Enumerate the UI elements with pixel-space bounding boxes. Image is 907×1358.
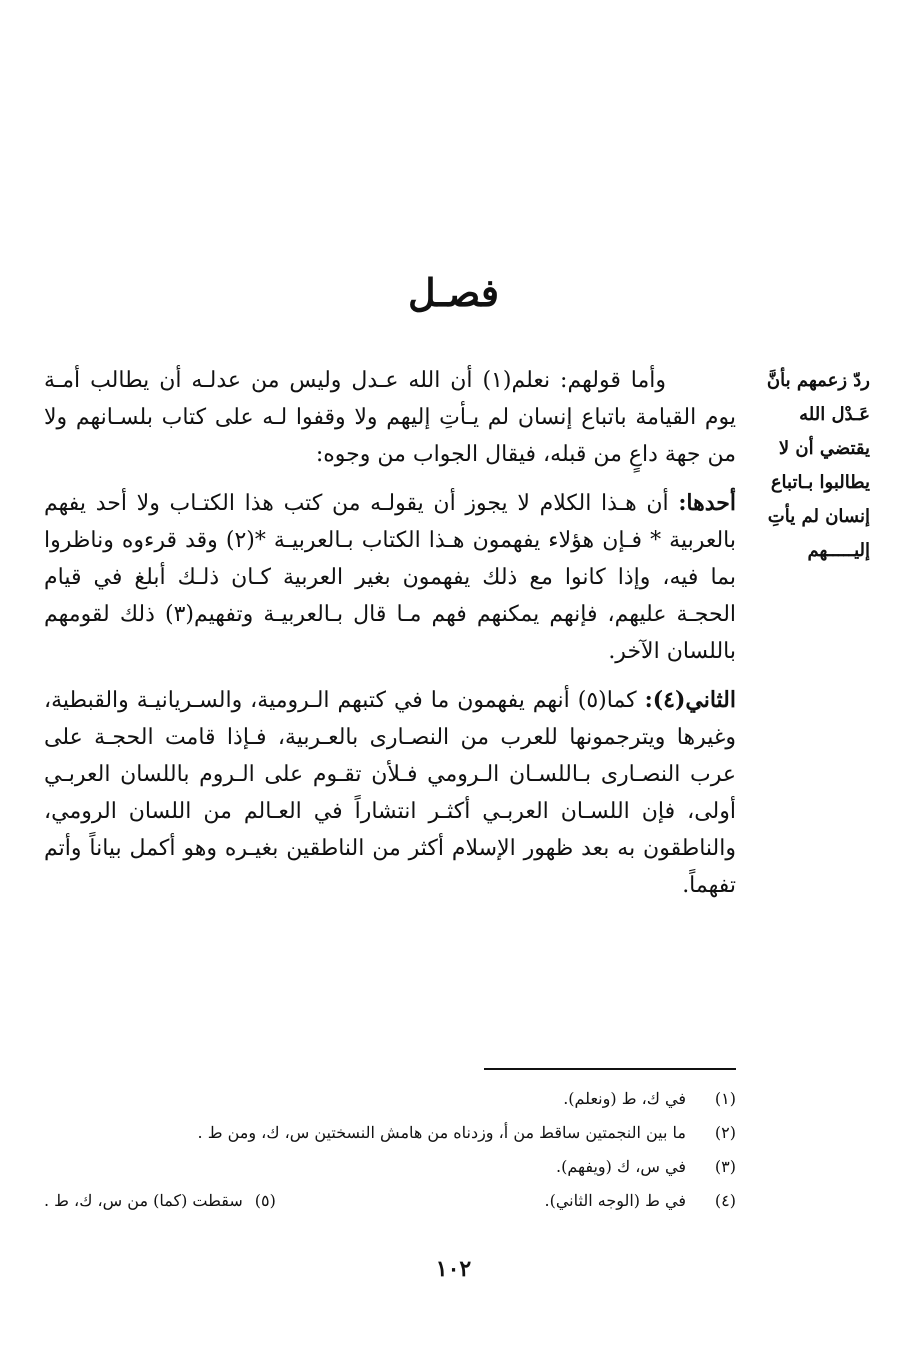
paragraph (44, 485, 736, 670)
margin-note-line: إنسان لم يأتِ (767, 506, 870, 527)
footnote-number: (٣) (714, 1157, 736, 1176)
paragraph-lead: الثاني(٤): (644, 687, 736, 713)
footnote-text: ما بين النجمتين ساقط من أ، وزدناه من هامش النسختين س، ك، ومن ط . (197, 1123, 686, 1142)
margin-note-line: ردّ زعمهم بأنَّ (766, 370, 870, 391)
footnote-text: في س، ك (ويفهم). (556, 1157, 686, 1176)
paragraph-text: كما(٥) أنهم يفهمون ما في كتبهم الـرومية، والسـريانيـة والقبطية، وغيرها ويترجمونها للعرب من النصـارى بالعـربية، فـإذا قامت الحجـة على عرب النصـارى بـاللسـان الـرومي فـلأن تقـوم على الـروم باللسان العربـي أولى، فإن اللسـان العربـي أكثـر انتشاراً في العـالم من اللسان الرومي، والناطقون به بعد ظهور الإسلام أكثر من الناطقين بغيـره وهو أكمل بياناً وأتم تفهماً. (44, 688, 736, 898)
footnote-text: في ط (الوجه الثاني). (544, 1191, 686, 1210)
paragraph-text: وأما قولهم: نعلم(١) أن الله عـدل وليس من عدلـه أن يطالب أمـة يوم القيامة باتباع إنسان لم يـأتِ إليهم ولا وقفوا لـه على كتاب بلسـانهم ولا من جهة داعٍ من قبله، فيقال الجواب من وجوه: (44, 368, 736, 467)
footnote-divider (484, 1068, 736, 1070)
margin-note-line: عَـدْل الله (799, 404, 870, 425)
page-number: ١٠٢ (435, 1256, 472, 1282)
margin-note (760, 364, 870, 568)
margin-note-line: يطالبوا بـاتباع (770, 472, 870, 493)
paragraph (44, 682, 736, 904)
footnote-text: في ك، ط (ونعلم). (563, 1089, 686, 1108)
footnote (44, 1150, 736, 1184)
footnote-number: (٥) (254, 1191, 276, 1210)
footnote-row (44, 1184, 736, 1218)
main-text (44, 362, 736, 916)
chapter-title: فصـل (407, 270, 500, 315)
footnote (545, 1184, 736, 1218)
footnote (44, 1116, 736, 1150)
footnote (44, 1184, 276, 1218)
margin-note-line: يقتضي أن لا (778, 438, 870, 459)
footnote-text: سقطت (كما) من س، ك، ط . (44, 1191, 243, 1210)
paragraph-text: أن هـذا الكلام لا يجوز أن يقولـه من كتب هذا الكتـاب ولا أحد يفهم بالعربية * فـإن هؤلاء يفهمون هـذا الكتاب بـالعربيـة *(٢) وقد قرءوه وناظروا بما فيه، وإذا كانوا مع ذلك يفهمون بغير العربية كـان ذلـك أبلغ في قيام الحجـة عليهم، فإنهم يمكنهم فهم مـا قال بـالعربيـة وتفهيم(٣) ذلك لقومهم باللسان الآخر. (44, 491, 737, 664)
paragraph (44, 362, 736, 473)
footnote-number: (٤) (714, 1191, 736, 1210)
footnote (44, 1082, 736, 1116)
margin-note-line: إليـــــهم (807, 540, 870, 561)
footnotes (44, 1082, 736, 1218)
paragraph-lead: أحدها: (678, 490, 736, 516)
footnote-number: (٢) (714, 1123, 736, 1142)
footnote-number: (١) (714, 1089, 736, 1108)
